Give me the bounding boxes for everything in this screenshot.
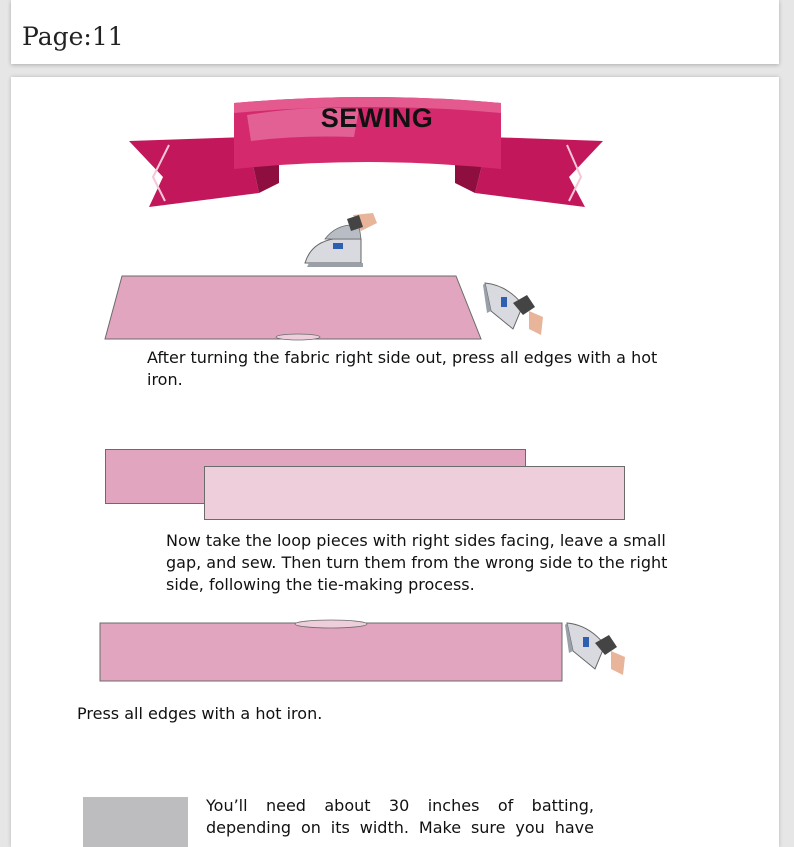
- batting-instruction-text: [206, 795, 594, 839]
- batting-image: [83, 797, 188, 847]
- page-header: [11, 0, 779, 64]
- page-number-label: Page:11: [22, 22, 124, 51]
- step-instruction-text: Now take the loop pieces with right sides facing, leave a small gap, and sew. Then turn them from the wrong side to the right side, following the tie-making process.: [166, 531, 668, 594]
- document-page: [11, 77, 779, 847]
- iron-icon: [565, 623, 625, 675]
- step-instruction-text: Press all edges with a hot iron.: [77, 704, 323, 723]
- text-line: You’ll need about 30 inches of batting,: [206, 796, 594, 815]
- iron-icon: [305, 213, 377, 267]
- banner-title: SEWING: [320, 103, 434, 133]
- pressed-fabric-illustration: [103, 209, 563, 341]
- text-line: depending on its width. Make sure you have: [206, 818, 594, 837]
- pressed-loop-illustration: [99, 617, 659, 689]
- step-instruction-text: After turning the fabric right side out, press all edges with a hot iron.: [147, 348, 658, 389]
- iron-icon: [483, 283, 543, 335]
- loop-piece-front: [204, 466, 625, 520]
